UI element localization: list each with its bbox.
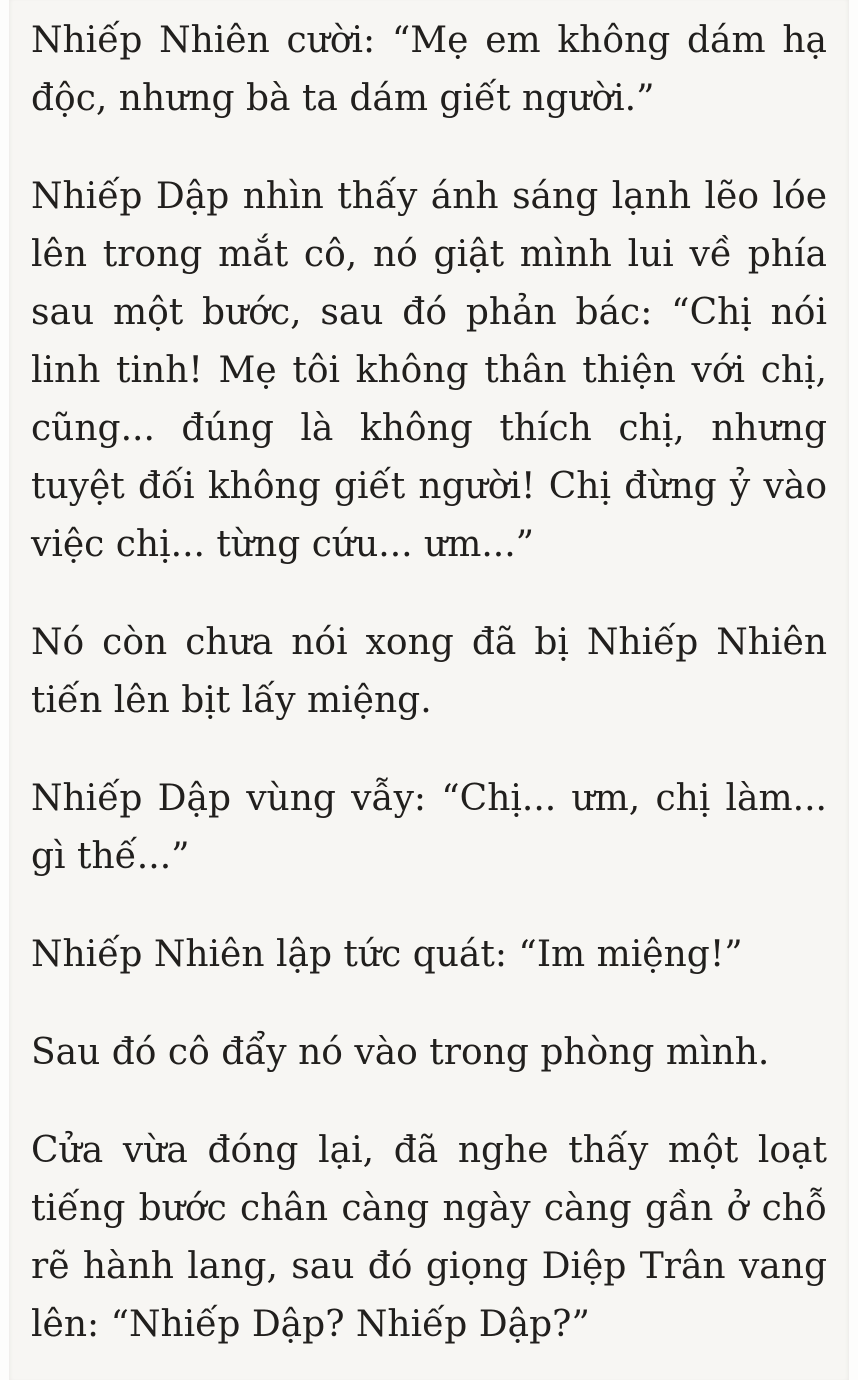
page-edge-left [0, 0, 9, 1380]
text-line: Cửa vừa đóng lại, đã nghe thấy một loạt [31, 1130, 827, 1171]
text-line: độc, nhưng bà ta dám giết người.” [31, 78, 655, 119]
paragraph [31, 12, 827, 128]
text-line: lên: “Nhiếp Dập? Nhiếp Dập?” [31, 1304, 590, 1345]
paragraph [31, 614, 827, 730]
reader-page[interactable] [9, 0, 849, 1380]
paragraph [31, 1024, 827, 1082]
text-line: rẽ hành lang, sau đó giọng Diệp Trân vang [31, 1246, 827, 1287]
paragraph [31, 926, 827, 984]
page-edge-right [849, 0, 858, 1380]
text-line: cũng... đúng là không thích chị, nhưng [31, 408, 827, 449]
text-line: Nhiếp Nhiên cười: “Mẹ em không dám hạ [31, 20, 827, 61]
paragraph [31, 770, 827, 886]
text-line: linh tinh! Mẹ tôi không thân thiện với chị, [31, 350, 827, 391]
text-line: Nhiếp Dập nhìn thấy ánh sáng lạnh lẽo lóe [31, 176, 827, 217]
text-line: Sau đó cô đẩy nó vào trong phòng mình. [31, 1032, 770, 1073]
text-line: sau một bước, sau đó phản bác: “Chị nói [31, 292, 827, 333]
paragraph [31, 168, 827, 574]
text-line: tiếng bước chân càng ngày càng gần ở chỗ [31, 1188, 827, 1229]
text-line: việc chị... từng cứu... ưm...” [31, 524, 535, 565]
text-line: Nó còn chưa nói xong đã bị Nhiếp Nhiên [31, 622, 827, 663]
text-line: gì thế...” [31, 836, 190, 877]
text-line: tiến lên bịt lấy miệng. [31, 680, 432, 721]
text-line: Nhiếp Nhiên lập tức quát: “Im miệng!” [31, 934, 743, 975]
text-line: Nhiếp Dập vùng vẫy: “Chị... ưm, chị làm... [31, 778, 827, 819]
text-line: lên trong mắt cô, nó giật mình lui về phía [31, 234, 827, 275]
paragraph [31, 1122, 827, 1354]
text-line: tuyệt đối không giết người! Chị đừng ỷ vào [31, 466, 827, 507]
